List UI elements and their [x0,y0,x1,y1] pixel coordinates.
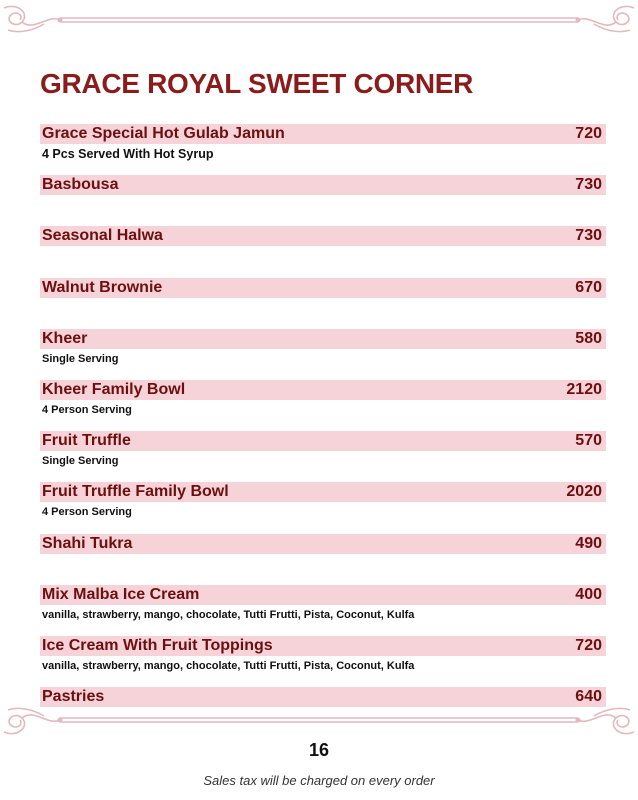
item-description: vanilla, strawberry, mango, chocolate, Tutti Frutti, Pista, Coconut, Kulfa [42,659,415,672]
item-price: 490 [575,534,602,552]
menu-item [40,636,606,687]
item-price: 730 [575,227,602,245]
item-price: 570 [575,432,602,450]
item-price: 640 [575,688,602,706]
item-description: Single Serving [42,455,119,468]
bottom-ornament-border [0,700,638,740]
menu-section-title: GRACE ROYAL SWEET CORNER [40,68,474,99]
menu-item [40,329,606,380]
menu-item [40,534,606,585]
menu-list [40,124,606,738]
item-highlight-bar [40,175,606,195]
item-name: Walnut Brownie [42,278,163,296]
item-name: Seasonal Halwa [42,227,163,245]
menu-item [40,124,606,175]
item-name: Fruit Truffle Family Bowl [42,483,229,501]
item-price: 2120 [566,380,602,398]
menu-item [40,482,606,533]
item-name: Fruit Truffle [42,432,131,450]
item-name: Mix Malba Ice Cream [42,585,200,603]
item-price: 730 [575,176,602,194]
item-name: Shahi Tukra [42,534,133,552]
item-name: Kheer [42,329,88,347]
item-price: 670 [575,278,602,296]
item-description: Single Serving [42,352,119,365]
item-description: 4 Pcs Served With Hot Syrup [42,147,214,161]
item-description: 4 Person Serving [42,403,132,416]
item-name: Ice Cream With Fruit Toppings [42,636,273,654]
item-highlight-bar [40,329,606,349]
item-name: Pastries [42,688,105,706]
item-price: 720 [575,636,602,654]
menu-item [40,226,606,277]
page-number: 16 [308,740,330,760]
item-name: Kheer Family Bowl [42,380,186,398]
item-name: Grace Special Hot Gulab Jamun [42,125,285,142]
menu-item [40,431,606,482]
item-price: 400 [575,585,602,603]
item-description: vanilla, strawberry, mango, chocolate, Tutti Frutti, Pista, Coconut, Kulfa [42,608,415,621]
menu-item [40,175,606,226]
sales-tax-note: Sales tax will be charged on every order [203,773,435,788]
item-name: Basbousa [42,176,119,194]
menu-item [40,278,606,329]
item-price: 2020 [566,483,602,501]
top-ornament-border [0,0,638,40]
menu-item [40,380,606,431]
item-description: 4 Person Serving [42,506,132,519]
menu-item [40,585,606,636]
item-price: 580 [575,329,602,347]
item-price: 720 [575,125,602,142]
